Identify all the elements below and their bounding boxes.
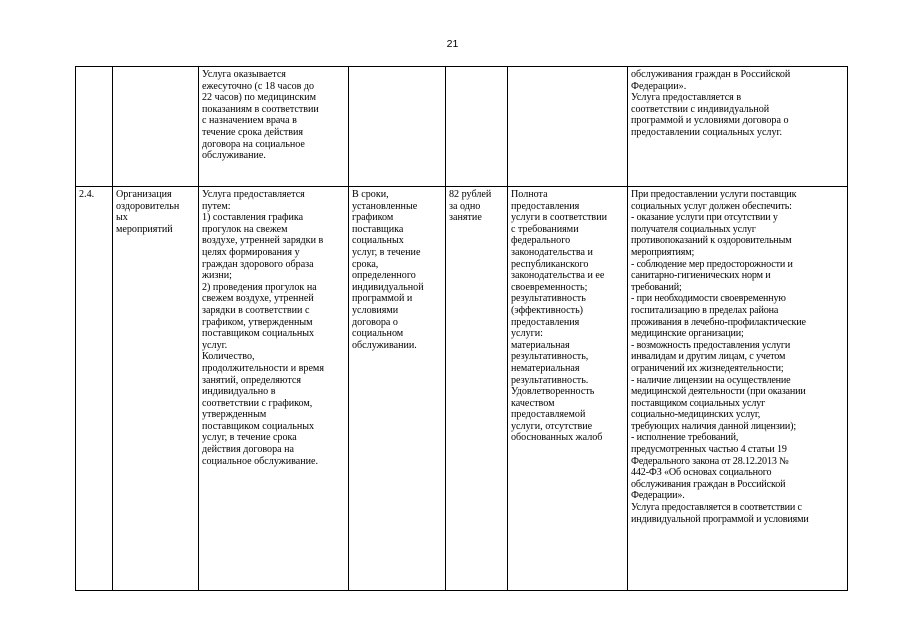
text-line: услуги, отсутствие xyxy=(511,420,593,432)
cell-name xyxy=(113,67,199,187)
text-line: обоснованных жалоб xyxy=(511,432,603,444)
text-line: течение срока действия xyxy=(202,126,304,138)
cell-name xyxy=(113,187,199,591)
text-line: индивидуально в xyxy=(202,386,276,398)
text-line: услуг. xyxy=(202,339,228,351)
text-line: предоставляемой xyxy=(511,409,586,421)
text-line: услуг, в течение срока xyxy=(202,432,297,444)
text-line: законодательства и xyxy=(511,246,593,258)
text-line: срока, xyxy=(352,258,379,270)
text-line: предоставлении социальных услуг. xyxy=(631,126,783,138)
text-line: поставщиком социальных услуг xyxy=(631,397,766,409)
text-line: установленные xyxy=(352,200,418,212)
cell-terms xyxy=(349,67,446,187)
text-line: социально-медицинских услуг, xyxy=(631,409,761,421)
text-line: федерального xyxy=(511,235,571,247)
text-line: услуги: xyxy=(511,328,543,340)
text-line: Федерации». xyxy=(631,490,685,502)
text-line: Полнота xyxy=(511,189,548,200)
cell-number xyxy=(76,67,113,187)
text-line: соответствии с индивидуальной xyxy=(631,103,770,115)
text-line: Федерального закона от 28.12.2013 № xyxy=(631,455,789,467)
text-line: материальная xyxy=(511,339,570,351)
text-line: санитарно-гигиенических норм и xyxy=(631,270,771,282)
text-line: мероприятий xyxy=(116,223,173,235)
text-line: услуг, в течение xyxy=(352,246,421,258)
text-line: результативность xyxy=(511,293,586,305)
text-line: графиком, утвержденным xyxy=(202,316,313,328)
text-line: жизни; xyxy=(202,270,232,282)
text-line: инвалидам и другим лицам, с учетом xyxy=(631,351,786,363)
cell-conditions xyxy=(628,67,848,187)
text-line: Услуга предоставляется xyxy=(202,189,305,200)
text-line: проживания в лечебно-профилактические xyxy=(631,316,806,328)
text-line: с требованиями xyxy=(511,223,579,235)
text-line: действия договора на xyxy=(202,444,295,456)
text-line: своевременность; xyxy=(511,281,588,293)
cell-price xyxy=(446,187,508,591)
cell-content xyxy=(199,187,349,591)
text-line: поставщика xyxy=(352,223,404,235)
text-line: Услуга оказывается xyxy=(202,69,286,80)
text-line: В сроки, xyxy=(352,189,389,200)
text-line: путем: xyxy=(202,200,231,212)
text-line: законодательства и ее xyxy=(511,270,605,282)
text-line: целях формирования у xyxy=(202,246,300,258)
text-line: Федерации». xyxy=(631,80,687,92)
table-row xyxy=(76,67,848,187)
text-line: Организация xyxy=(116,189,172,200)
text-line: медицинские организации; xyxy=(631,328,744,340)
text-line: продолжительности и время xyxy=(202,362,324,374)
text-line: соответствии с графиком, xyxy=(202,397,313,409)
text-line: - возможность предоставления услуги xyxy=(631,339,791,351)
cell-volume xyxy=(508,187,628,591)
cell-number: 2.4. xyxy=(76,187,113,591)
text-line: ых xyxy=(116,212,128,224)
text-line: за одно xyxy=(449,200,481,212)
text-line: программой и xyxy=(352,293,413,305)
text-line: поставщиком социальных xyxy=(202,328,315,340)
text-line: социальных xyxy=(352,235,404,247)
text-line: графиком xyxy=(352,212,394,224)
text-line: - оказание услуги при отсутствии у xyxy=(631,212,778,224)
text-line: занятий, определяются xyxy=(202,374,301,386)
text-line: услуги в соответствии xyxy=(511,212,607,224)
text-line: получателя социальных услуг xyxy=(631,223,756,235)
text-line: предоставления xyxy=(511,316,580,328)
text-line: социальных услуг должен обеспечить: xyxy=(631,200,792,212)
text-line: Удовлетворенность xyxy=(511,386,595,398)
text-line: граждан здорового образа xyxy=(202,258,314,270)
text-line: республиканского xyxy=(511,258,589,270)
text-line: предоставления xyxy=(511,200,580,212)
text-line: Услуга предоставляется в соответствии с xyxy=(631,502,802,514)
table-row xyxy=(76,187,848,591)
text-line: - при необходимости своевременную xyxy=(631,293,786,305)
text-line: договора о xyxy=(352,316,398,328)
cell-volume xyxy=(508,67,628,187)
text-line: занятие xyxy=(449,212,482,224)
text-line: обслуживание. xyxy=(202,150,266,162)
text-line: медицинской деятельности (при оказании xyxy=(631,386,806,398)
text-line: При предоставлении услуги поставщик xyxy=(631,189,797,200)
text-line: воздухе, утренней зарядки в xyxy=(202,235,324,247)
text-line: показаниям в соответствии xyxy=(202,103,319,115)
text-line: обслуживании. xyxy=(352,339,417,351)
text-line: 442-ФЗ «Об основах социального xyxy=(631,467,772,479)
text-line: Услуга предоставляется в xyxy=(631,92,742,104)
text-line: зарядки в соответствии с xyxy=(202,304,310,316)
text-line: ежесуточно (с 18 часов до xyxy=(202,80,315,92)
text-line: госпитализацию в пределах района xyxy=(631,304,779,316)
text-line: социальное обслуживание. xyxy=(202,455,319,467)
text-line: качеством xyxy=(511,397,555,409)
text-line: - наличие лицензии на осуществление xyxy=(631,374,791,386)
text-line: 1) составления графика xyxy=(202,212,304,224)
cell-terms xyxy=(349,187,446,591)
cell-conditions xyxy=(628,187,848,591)
text-line: 2) проведения прогулок на xyxy=(202,281,317,293)
text-line: с назначением врача в xyxy=(202,115,297,127)
text-line: обслуживания граждан в Российской xyxy=(631,478,786,490)
services-table xyxy=(75,66,848,591)
text-line: программой и условиями договора о xyxy=(631,115,789,127)
text-line: социальном xyxy=(352,328,404,340)
text-line: прогулок на свежем xyxy=(202,223,288,235)
text-line: Количество, xyxy=(202,351,255,363)
text-line: индивидуальной программой и условиями xyxy=(631,513,809,525)
text-line: утвержденным xyxy=(202,409,267,421)
cell-price xyxy=(446,67,508,187)
text-line: нематериальная xyxy=(511,362,580,374)
text-line: 82 рублей xyxy=(449,189,492,200)
text-line: индивидуальной xyxy=(352,281,424,293)
text-line: предусмотренных частью 4 статьи 19 xyxy=(631,444,787,456)
text-line: результативность, xyxy=(511,351,589,363)
text-line: ограничений их жизнедеятельности; xyxy=(631,362,784,374)
text-line: результативность. xyxy=(511,374,589,386)
text-line: свежем воздухе, утренней xyxy=(202,293,314,305)
text-line: противопоказаний к оздоровительным xyxy=(631,235,792,247)
text-line: определенного xyxy=(352,270,416,282)
text-line: - исполнение требований, xyxy=(631,432,739,444)
text-line: поставщиком социальных xyxy=(202,420,315,432)
text-line: требующих наличия данной лицензии); xyxy=(631,420,797,432)
text-line: оздоровительн xyxy=(116,200,180,212)
text-line: - соблюдение мер предосторожности и xyxy=(631,258,793,270)
text-line: (эффективность) xyxy=(511,304,584,316)
text-line: условиями xyxy=(352,304,399,316)
text-line: обслуживания граждан в Российской xyxy=(631,69,791,80)
text-line: требований; xyxy=(631,281,682,293)
text-line: договора на социальное xyxy=(202,138,305,150)
cell-content xyxy=(199,67,349,187)
text-line: 22 часов) по медицинским xyxy=(202,92,316,104)
page-number: 21 xyxy=(446,38,459,50)
text-line: мероприятиям; xyxy=(631,246,695,258)
